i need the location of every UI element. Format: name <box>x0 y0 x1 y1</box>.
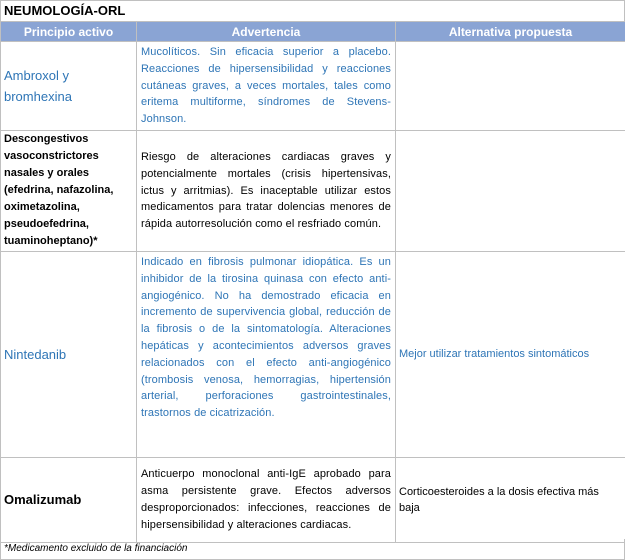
header-principio-activo: Principio activo <box>1 22 137 42</box>
alternative-descongestivos <box>396 130 625 251</box>
drug-name-omalizumab: Omalizumab <box>1 457 137 542</box>
warning-nintedanib: Indicado en fibrosis pulmonar idiopática. Es un inhibidor de la tirosina quinasa con efecto anti-angiogénico. No ha demostrado eficacia en incremento de supervivencia global, reducción de la fibrosis o de la sintomatología. Alteraciones hepáticas y acontecimientos adversos graves relacionados con el efecto anti-angiogénico (trombosis venosa, hemorragias, hipertensión arterial, perforaciones gastrointestinales, trastornos de cicatrización. <box>137 251 396 457</box>
table-row <box>1 130 625 251</box>
drug-name-descongestivos: Descongestivos vasoconstrictores nasales y orales (efedrina, nafazolina, oximetazolina, pseudoefedrina, tuaminoheptano)* <box>1 130 137 251</box>
warning-omalizumab: Anticuerpo monoclonal anti-IgE aprobado para asma persistente grave. Efectos adversos desproporcionados: infecciones, reacciones de hipersensibilidad y alteraciones cardiacas. <box>137 457 396 542</box>
warning-descongestivos: Riesgo de alteraciones cardiacas graves y potencialmente mortales (crisis hipertensivas, ictus y arritmias). Es inaceptable utilizar estos medicamentos para tratar dolencias menores de rápida autorresolución como el resfriado común. <box>137 130 396 251</box>
section-title: NEUMOLOGÍA-ORL <box>0 0 625 21</box>
drug-name-ambroxol: Ambroxol y bromhexina <box>1 42 137 131</box>
warning-ambroxol: Mucolíticos. Sin eficacia superior a placebo. Reacciones de hipersensibilidad y reacciones cutáneas graves, a veces mortales, tales como eritema multiforme, síndromes de Stevens-Johnson. <box>137 42 396 131</box>
drug-name-nintedanib: Nintedanib <box>1 251 137 457</box>
table-row <box>1 251 625 457</box>
header-advertencia: Advertencia <box>137 22 396 42</box>
alternative-ambroxol <box>396 42 625 131</box>
alternative-omalizumab: Corticoesteroides a la dosis efectiva más baja <box>396 457 625 542</box>
alternative-nintedanib: Mejor utilizar tratamientos sintomáticos <box>396 251 625 457</box>
header-alternativa-propuesta: Alternativa propuesta <box>396 22 625 42</box>
table-header-row <box>1 22 625 42</box>
table-row <box>1 42 625 131</box>
drug-warnings-table <box>0 21 625 543</box>
footnote: *Medicamento excluido de la financiación <box>0 539 625 560</box>
table-row <box>1 457 625 542</box>
